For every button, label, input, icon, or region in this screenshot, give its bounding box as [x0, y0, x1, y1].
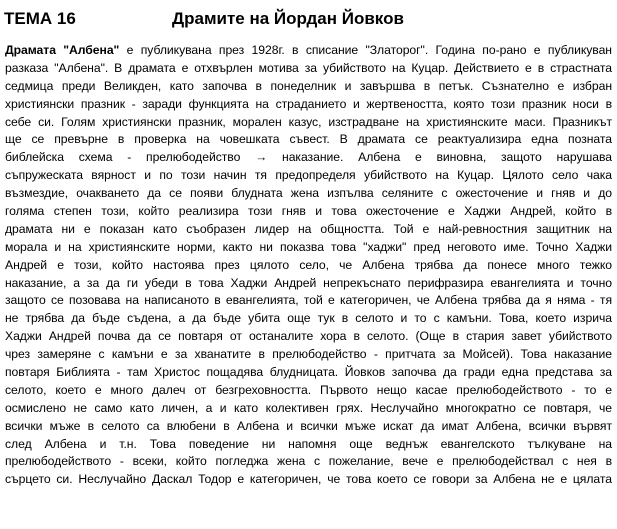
text-line-content: е публикувана през 1928г. в списание "Златорог". Година по-рано е публикуван [119, 43, 612, 57]
document-header [4, 8, 614, 32]
text-line: селото, което е много далеч от безгреховността. Първото нещо касае прелюбодейството - то е [5, 382, 612, 397]
text-line: чрез замеряне с камъни е за хванатите в прелюбодейство - притчата за Мойсей). Това наказание [5, 347, 612, 362]
text-line: морала и на християнските норми, както ни показва това "хаджи" пред неговото име. Точно Хаджи [5, 239, 612, 254]
text-line: наказание, а за да ги убеди в това Хаджи Андрей непрекъснато перифразира евангелията и точно [5, 275, 612, 290]
text-line: библейска схема - прелюбодейство → наказание. Албена е виновна, защото нарушава [5, 150, 612, 165]
text-line: седмица преди Великден, като започва в понеделник и завършва в петък. Съзнателно е избран [5, 78, 612, 93]
text-line: голяма степен този, който реализира този гняв и това ожесточение е Хаджи Андрей, който в [5, 204, 612, 219]
text-line: възмездие, очакването да се появи блудната жена изпълва селяните с ожесточение и гняв и до [5, 186, 612, 201]
text-line: християнски празник - заради функцията на страданието и жертвеността, която този празник носи в [5, 96, 612, 111]
document-title: Драмите на Йордан Йовков [172, 9, 404, 28]
body-paragraph [5, 42, 612, 489]
text-line: всички мъже в селото са влюбени в Албена и всички мъже искат да имат Албена, всички вървят [5, 418, 612, 433]
text-line: не трябва да бъде съдена, а да бъде убита още тук в селото и то с камъни. Това, което изрича [5, 311, 612, 326]
topic-label: ТЕМА 16 [4, 9, 76, 28]
text-line: след Албена и т.н. Това поведение ни напомня още веднъж евангелското тълкуване на [5, 436, 612, 451]
text-line: Хаджи Андрей почва да се повтаря от останалите хора в селото. (Още в стария завет убийството [5, 329, 612, 344]
text-line [5, 42, 612, 60]
text-line: драмата ни е показан като съобразен лидер на общността. Той е най-ревностния защитник на [5, 221, 612, 236]
text-line: сърцето си. Неслучайно Даскал Тодор е категоричен, че това което се говори за Албена не е цялата [5, 472, 612, 487]
text-line: съпружеската вярност и по този начин тя предопределя убийството на Куцар. Цялото село чака [5, 168, 612, 183]
text-line: разказа "Албена". В драмата е отхвърлен мотива за убийството на Куцар. Действието е в страстната [5, 60, 612, 75]
text-line: прелюбодейството - всеки, който погледжа жена с пожелание, вече е прелюбодействал с нея в [5, 454, 612, 469]
text-line: повтаря Библията - там Христос пощадява блудницата. Йовков започва да гради една представа за [5, 365, 612, 380]
text-line: себе си. Голям християнски празник, морален казус, изстрадване на християнските маси. Празникът [5, 114, 612, 129]
lead-bold-text: Драмата "Албена" [5, 43, 120, 57]
text-line: ще се превърне в проверка на човешката съвест. В драмата се реактуализира една позната [5, 132, 612, 147]
text-line: защото се позовава на написаното в евангелията, той е категоричен, че Албена трябва да я няма - тя [5, 293, 612, 308]
text-line: Андрей е този, който настоява през цялото село, че Албена трябва да понесе много тежко [5, 257, 612, 272]
text-line: осмислено не само като личен, а и като колективен грях. Неслучайно многократно се повтаря, че [5, 400, 612, 415]
